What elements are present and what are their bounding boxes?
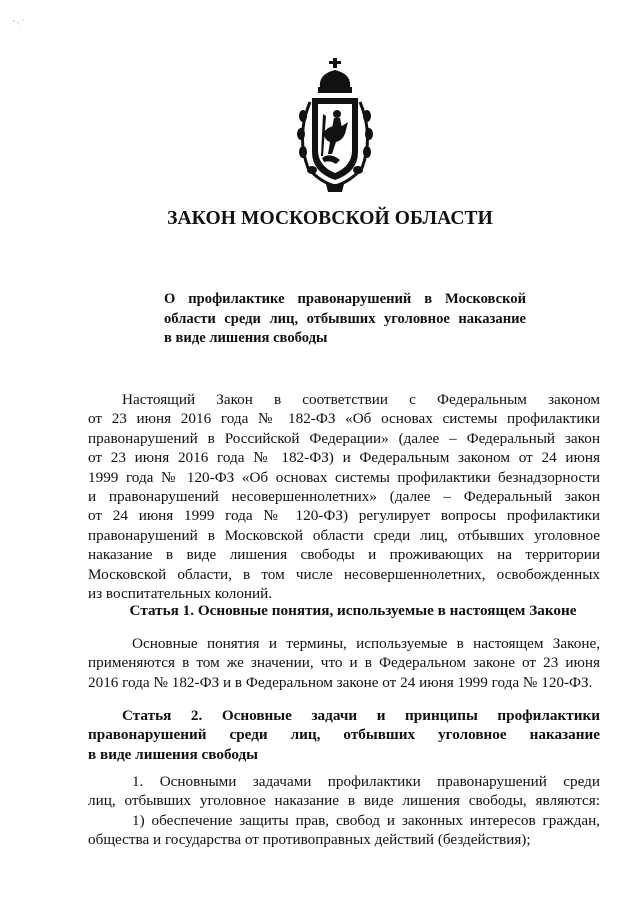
subject-line: О профилактике правонарушений в Московской [164, 291, 526, 307]
preamble-line: 1999 года № 120-ФЗ «Об основах системы профилактики безнадзорности [88, 468, 600, 486]
article-2-heading [88, 706, 600, 764]
article-1-line: применяются в том же значении, что и в Федеральном законе от 23 июня [88, 654, 600, 672]
preamble-paragraph [88, 390, 600, 603]
preamble-line: из воспитательных колоний. [88, 585, 273, 603]
law-subject [164, 290, 526, 349]
article-2-line: 1. Основными задачами профилактики правонарушений среди [132, 773, 600, 790]
article-2-heading-line: Статья 2. Основные задачи и принципы профилактики [122, 707, 600, 724]
preamble-line: правонарушений в Московской области среди лиц, отбывших уголовное [88, 526, 600, 544]
law-title: ЗАКОН МОСКОВСКОЙ ОБЛАСТИ [167, 208, 493, 229]
preamble-line: от 24 июня 1999 года № 120-ФЗ) регулирует вопросы профилактики [88, 507, 600, 525]
preamble-line: наказание в виде лишения свободы и проживающих на территории [88, 546, 600, 564]
preamble-line: Московской области, в том числе несовершеннолетних, освобожденных [88, 565, 600, 583]
preamble-line: и правонарушений несовершеннолетних» (далее – Федеральный закон [88, 488, 600, 506]
preamble-line: правонарушений в Российской Федерации» (далее – Федеральный закон [88, 429, 600, 447]
preamble-line: от 23 июня 2016 года № 182-ФЗ «Об основах системы профилактики [88, 410, 600, 428]
article-1-paragraph [88, 634, 600, 692]
subject-line: в виде лишения свободы [164, 330, 328, 346]
scan-speck-icon [12, 18, 26, 28]
article-2-line: лиц, отбывших уголовное наказание в виде лишения свободы, являются: [88, 792, 600, 810]
article-1-line: Основные понятия и термины, используемые в настоящем Законе, [132, 635, 600, 652]
article-2-paragraph [88, 772, 600, 850]
subject-line: области среди лиц, отбывших уголовное наказание [164, 310, 526, 327]
preamble-line: от 23 июня 2016 года № 182-ФЗ) и Федеральным законом от 24 июня [88, 449, 600, 467]
coat-of-arms-icon [290, 56, 380, 194]
article-2-heading-line: правонарушений среди лиц, отбывших уголовное наказание [88, 726, 600, 744]
article-1-heading: Статья 1. Основные понятия, используемые в настоящем Законе [129, 602, 577, 619]
article-2-line: общества и государства от противоправных действий (бездействия); [88, 831, 531, 849]
article-2-line: 1) обеспечение защиты прав, свобод и законных интересов граждан, [132, 811, 600, 829]
article-2-heading-line: в виде лишения свободы [88, 745, 259, 763]
article-1-line: 2016 года № 182-ФЗ и в Федеральном законе от 24 июня 1999 года № 120-ФЗ. [88, 673, 593, 691]
preamble-line: Настоящий Закон в соответствии с Федеральным законом [122, 391, 600, 408]
